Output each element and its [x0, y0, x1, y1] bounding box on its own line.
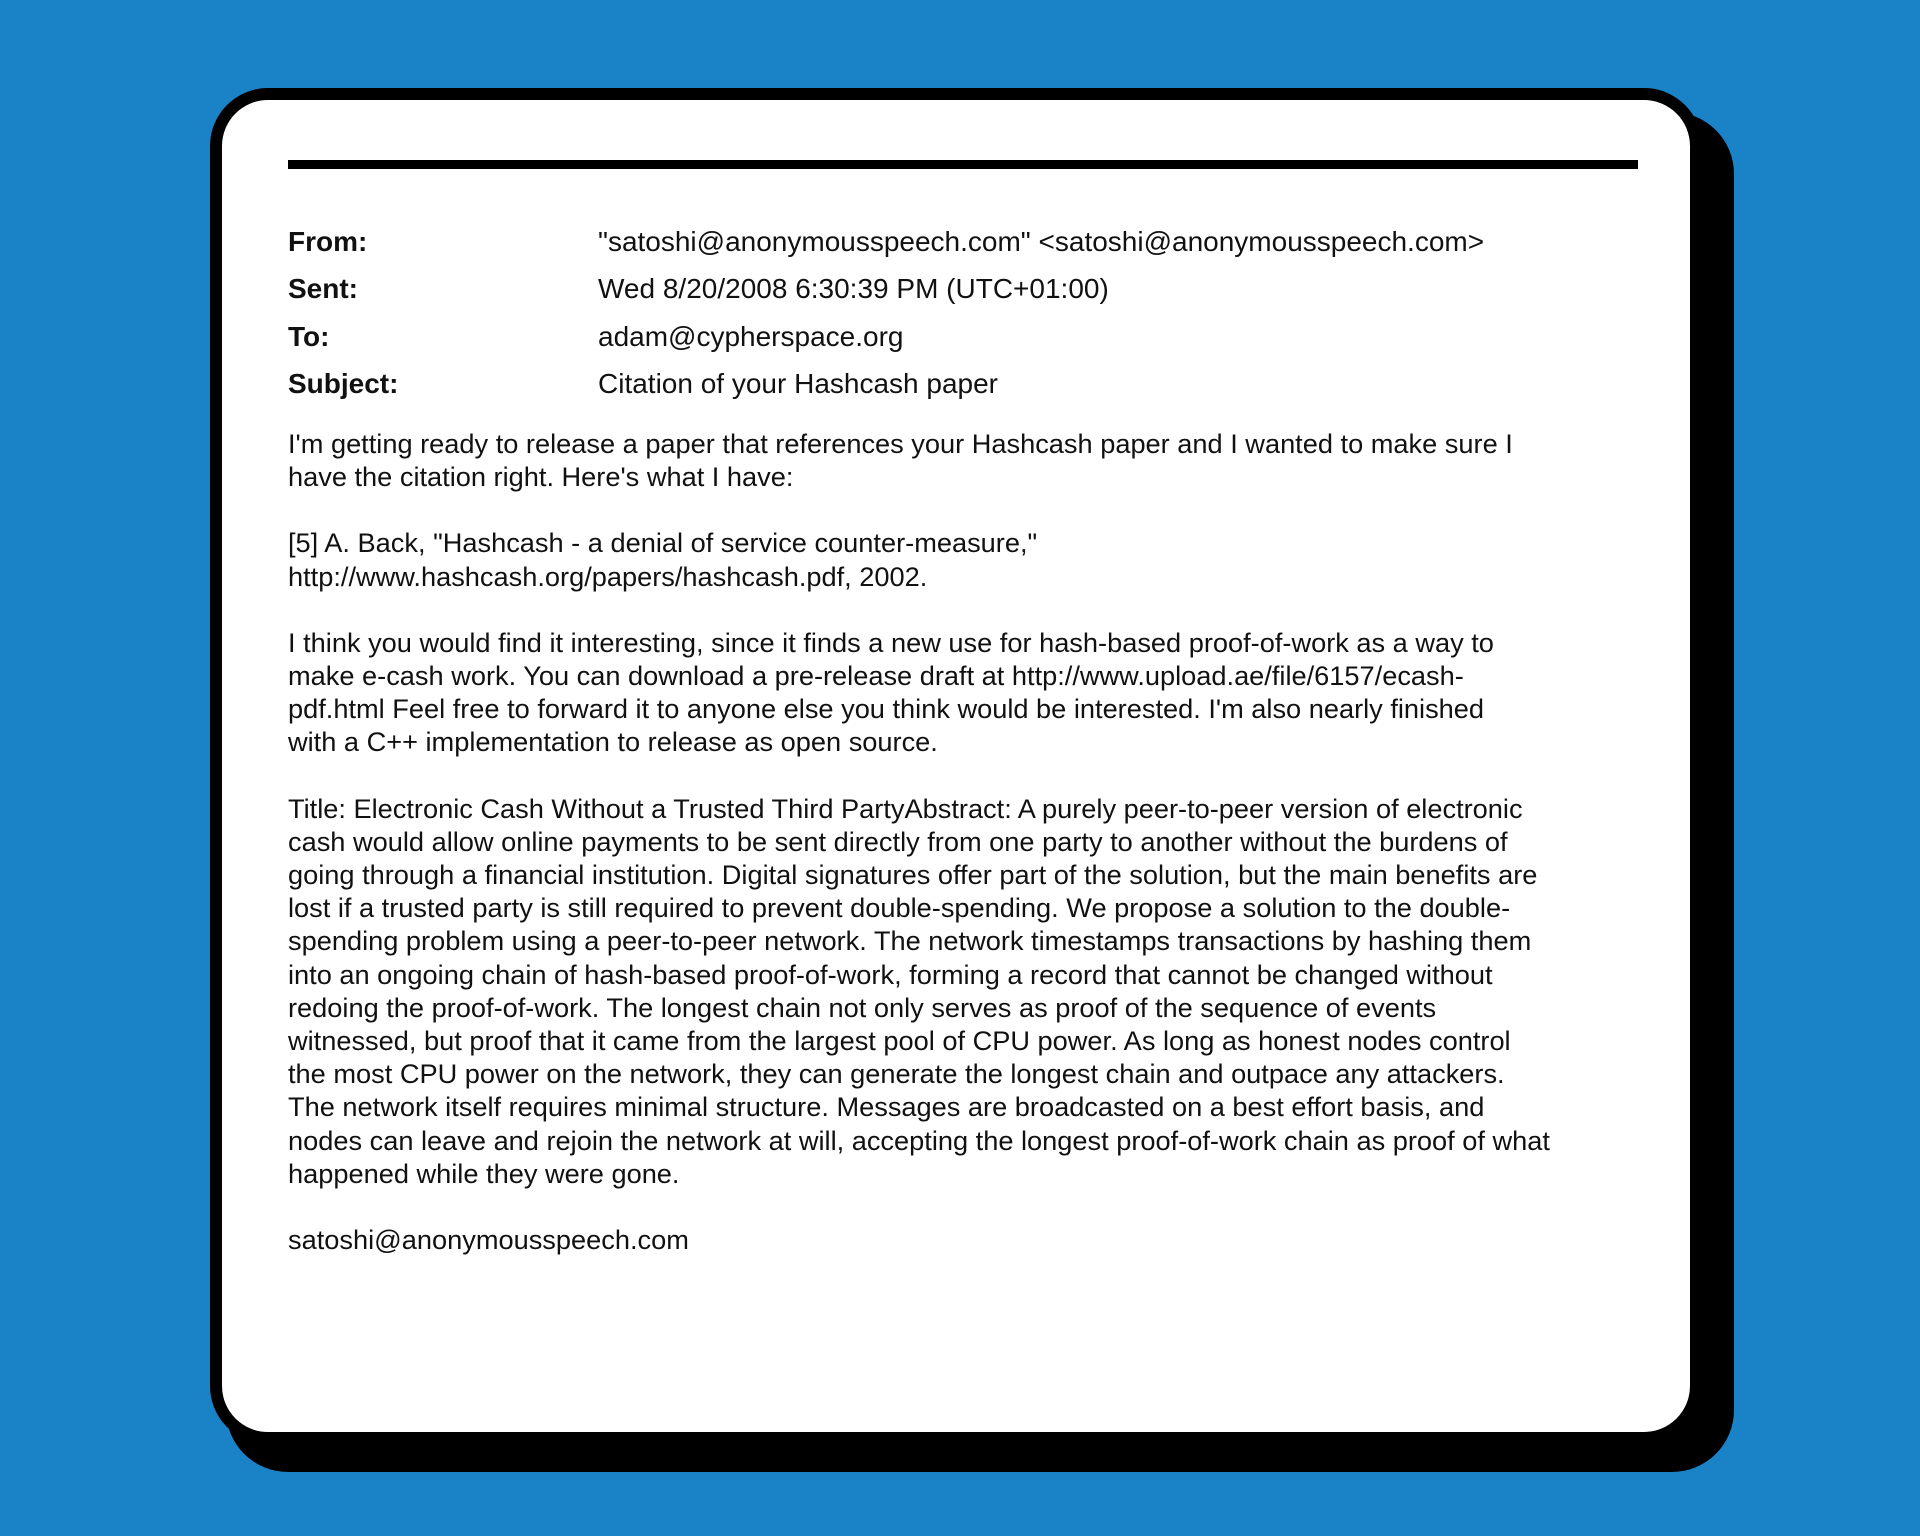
- header-row-subject: [288, 361, 1638, 409]
- sent-label: Sent:: [288, 273, 358, 305]
- body-signature: satoshi@anonymousspeech.com: [288, 1224, 689, 1256]
- to-label: To:: [288, 320, 330, 352]
- subject-value: Citation of your Hashcash paper: [598, 368, 998, 400]
- sent-value: Wed 8/20/2008 6:30:39 PM (UTC+01:00): [598, 273, 1109, 305]
- email-body: [288, 427, 1653, 1289]
- email-card: [210, 88, 1702, 1444]
- from-value: "satoshi@anonymousspeech.com" <satoshi@anonymousspeech.com>: [598, 225, 1485, 257]
- from-label: From:: [288, 225, 368, 257]
- email-header: [288, 218, 1638, 408]
- header-row-sent: [288, 266, 1638, 314]
- subject-label: Subject:: [288, 368, 399, 400]
- body-paragraph-citation: [5] A. Back, "Hashcash - a denial of service counter-measure," http://www.hashcash.org/papers/hashcash.pdf, 2002.: [288, 527, 1038, 592]
- to-value: adam@cypherspace.org: [598, 320, 904, 352]
- body-paragraph-draft: I think you would find it interesting, since it finds a new use for hash-based proof-of-work as a way to make e-cash work. You can download a pre-release draft at http://www.upload.ae/file/6157/ecash- pdf.html Feel free to forward it to anyone else you think would be interested. I'm also nearly finished with a C++ implementation to release as open source.: [288, 626, 1494, 758]
- body-paragraph-intro: I'm getting ready to release a paper that references your Hashcash paper and I wanted to make sure I have the citation right. Here's what I have:: [288, 428, 1513, 493]
- body-paragraph-abstract: Title: Electronic Cash Without a Trusted Third PartyAbstract: A purely peer-to-peer version of electronic cash would allow online payments to be sent directly from one party to another without the burdens of going through a financial institution. Digital signatures offer part of the solution, but the main benefits are lost if a trusted party is still required to prevent double-spending. We propose a solution to the double- spending problem using a peer-to-peer network. The network timestamps transactions by hashing them into an ongoing chain of hash-based proof-of-work, forming a record that cannot be changed without redoing the proof-of-work. The longest chain not only serves as proof of the sequence of events witnessed, but proof that it came from the largest pool of CPU power. As long as honest nodes control the most CPU power on the network, they can generate the longest chain and outpace any attackers. The network itself requires minimal structure. Messages are broadcasted on a best effort basis, and nodes can leave and rejoin the network at will, accepting the longest proof-of-work chain as proof of what happened while they were gone.: [288, 792, 1550, 1189]
- header-row-to: [288, 313, 1638, 361]
- header-row-from: [288, 218, 1638, 266]
- header-divider: [288, 160, 1638, 169]
